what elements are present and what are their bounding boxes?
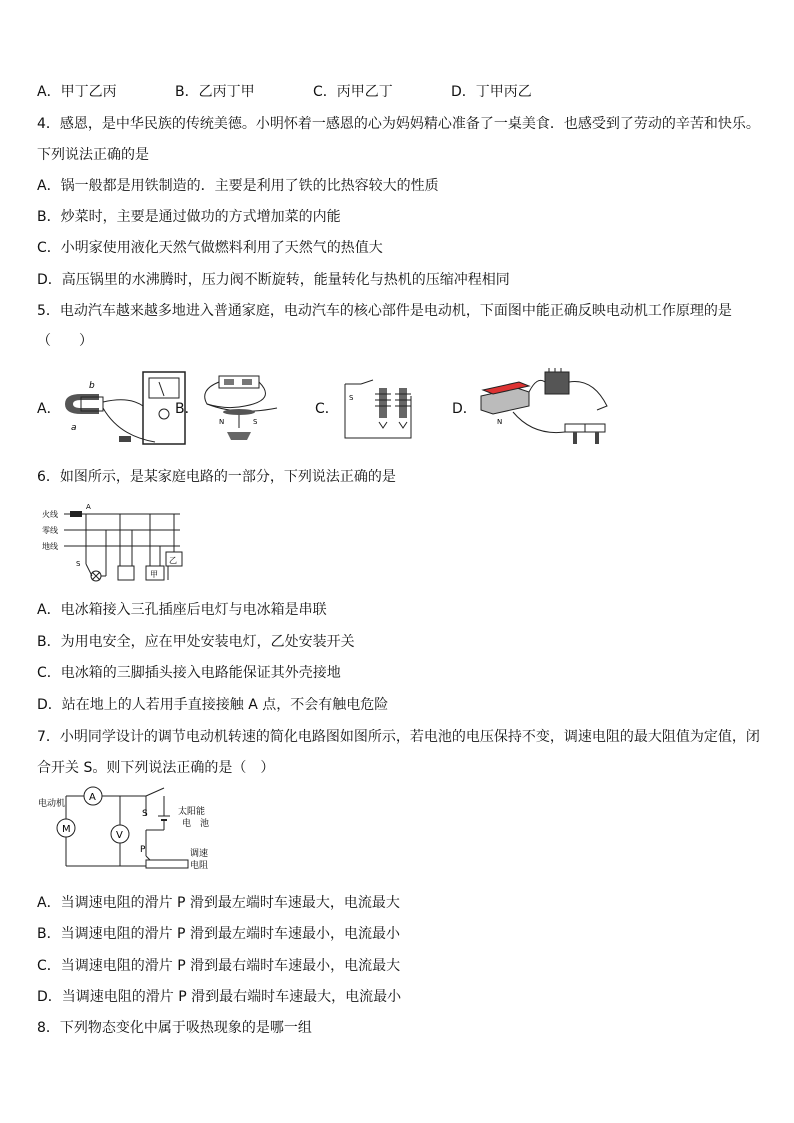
svg-text:S: S xyxy=(253,418,258,426)
svg-text:太阳能: 太阳能 xyxy=(178,807,206,817)
q7-stem-line1: 7．小明同学设计的调节电动机转速的简化电路图如图所示，若电池的电压保持不变，调速电阻的最大阻值为定值，闭 xyxy=(37,729,760,745)
svg-text:N: N xyxy=(219,418,225,426)
q6-option-b: B．为用电安全，应在甲处安装电灯，乙处安装开关 xyxy=(37,634,355,650)
q4-option-d: D．高压锅里的水沸腾时，压力阀不断旋转，能量转化与热机的压缩冲程相同 xyxy=(37,272,510,288)
q4-option-c: C．小明家使用液化天然气做燃料利用了天然气的热值大 xyxy=(37,240,383,256)
svg-text:调速: 调速 xyxy=(190,849,209,859)
q6-stem: 6．如图所示，是某家庭电路的一部分，下列说法正确的是 xyxy=(37,469,396,485)
svg-text:甲: 甲 xyxy=(150,570,158,579)
q5-figure-d-motor-principle xyxy=(473,366,613,452)
svg-text:a: a xyxy=(71,423,77,433)
q7-option-a: A．当调速电阻的滑片 P 滑到最左端时车速最大，电流最大 xyxy=(37,895,400,911)
q6-option-a: A．电冰箱接入三孔插座后电灯与电冰箱是串联 xyxy=(37,602,327,618)
svg-text:电 池: 电 池 xyxy=(182,819,210,829)
svg-text:P: P xyxy=(140,845,146,855)
q6-option-c: C．电冰箱的三脚插头接入电路能保证其外壳接地 xyxy=(37,665,341,681)
svg-text:地线: 地线 xyxy=(42,542,58,551)
q5-label-b: B． xyxy=(175,401,199,417)
svg-text:S: S xyxy=(142,809,148,819)
q6-option-d: D．站在地上的人若用手直接接触 A 点，不会有触电危险 xyxy=(37,697,389,713)
q5-stem-line1: 5．电动汽车越来越多地进入普通家庭，电动汽车的核心部件是电动机，下面图中能正确反映电动机工作原理的是 xyxy=(37,303,732,319)
q7-option-b: B．当调速电阻的滑片 P 滑到最左端时车速最小，电流最小 xyxy=(37,926,400,942)
svg-text:乙: 乙 xyxy=(169,556,177,565)
q3-option-d: D．丁甲丙乙 xyxy=(451,84,532,100)
q7-stem-line2: 合开关 S。则下列说法正确的是（ ） xyxy=(37,760,275,776)
svg-text:V: V xyxy=(116,830,123,841)
q3-option-b: B．乙丙丁甲 xyxy=(175,84,255,100)
q5-label-a: A． xyxy=(37,401,61,417)
q7-option-d: D．当调速电阻的滑片 P 滑到最右端时车速最大，电流最小 xyxy=(37,989,402,1005)
q8-stem: 8．下列物态变化中属于吸热现象的是哪一组 xyxy=(37,1020,312,1036)
q7-motor-speed-circuit-figure xyxy=(36,786,236,876)
q3-option-a: A．甲丁乙丙 xyxy=(37,84,117,100)
q4-stem-line2: 下列说法正确的是 xyxy=(37,147,149,163)
q5-figure-a-generator xyxy=(59,366,187,452)
svg-text:S: S xyxy=(349,394,354,402)
svg-text:A: A xyxy=(86,503,91,511)
q5-label-c: C． xyxy=(315,401,339,417)
svg-text:电阻: 电阻 xyxy=(190,861,209,871)
q7-option-c: C．当调速电阻的滑片 P 滑到最右端时车速最小，电流最大 xyxy=(37,958,401,974)
q5-label-d: D． xyxy=(452,401,477,417)
svg-text:N: N xyxy=(497,418,503,426)
q4-stem-line1: 4．感恩，是中华民族的传统美德。小明怀着一感恩的心为妈妈精心准备了一桌美食．也感受到了劳动的辛苦和快乐。 xyxy=(37,116,760,132)
q5-figure-c-electromagnet xyxy=(339,366,419,446)
svg-text:火线: 火线 xyxy=(42,510,58,519)
svg-text:A: A xyxy=(89,792,96,803)
svg-text:零线: 零线 xyxy=(42,526,58,535)
q5-stem-line2: （ ） xyxy=(37,333,93,349)
svg-text:b: b xyxy=(89,381,95,391)
svg-text:电动机: 电动机 xyxy=(38,799,66,809)
svg-text:M: M xyxy=(62,824,71,835)
q5-figure-row xyxy=(37,366,617,452)
q4-option-b: B．炒菜时，主要是通过做功的方式增加菜的内能 xyxy=(37,209,341,225)
q3-option-c: C．丙甲乙丁 xyxy=(313,84,393,100)
q4-option-a: A．锅一般都是用铁制造的．主要是利用了铁的比热容较大的性质 xyxy=(37,178,439,194)
svg-text:S: S xyxy=(76,560,81,568)
q5-figure-b-oersted xyxy=(197,370,287,446)
q6-household-circuit-figure xyxy=(38,500,188,588)
